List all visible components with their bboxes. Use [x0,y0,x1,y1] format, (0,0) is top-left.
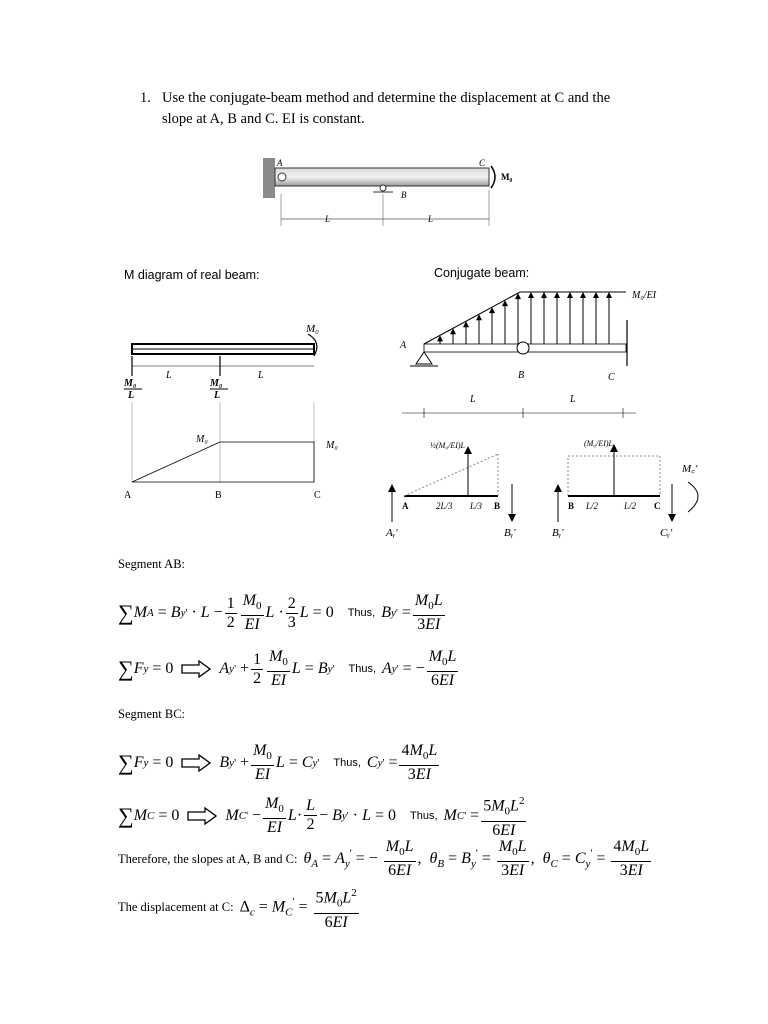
conjugate-figure [398,284,688,424]
fbd-bc-dist2: L/2 [624,501,637,511]
fbd-bc-Cy-head [668,514,676,522]
conjugate-hinge-B [517,342,529,354]
thus-1: Thus, [347,607,376,620]
conj-label-A: A [400,340,407,351]
m-label-B: B [215,490,222,501]
real-moment-label: M₀ [306,323,319,335]
beam-body [275,168,489,186]
segment-ab-heading: Segment AB: [118,557,186,571]
real-span-2: L [258,370,264,381]
beam-figure [255,150,525,230]
load-arrow-head [580,292,586,298]
displacement-text: The displacement at C: [118,900,234,915]
m-diagram-figure [118,318,353,508]
fbd-bc-Mc: M꜀' [682,463,698,475]
problem-text [162,88,682,130]
label-C: C [479,158,486,168]
load-arrow-head [541,292,547,298]
fbd-ab-dist2: L/3 [470,501,483,511]
thus-2: Thus, [348,663,377,676]
m-label-C: C [314,490,321,501]
span-1: L [325,214,331,224]
load-arrow-head [567,292,573,298]
fbd-ab-label-B: B [494,501,501,511]
fbd-ab-By: Bᵧ' [504,527,516,539]
fbd-bc-label-C: C [654,501,661,511]
fixed-support [263,158,275,198]
thus-4: Thus, [410,809,438,822]
load-arrow-head [554,292,560,298]
reaction-mid-num: M₀ [210,378,223,389]
peak-label: M₀ [196,434,208,445]
conjugate-title [434,266,529,280]
conj-span-1: L [470,394,476,405]
m-label-A: A [124,490,132,501]
conjugate-pin-A [416,352,432,364]
conjugate-title-text: Conjugate beam: [434,266,530,280]
problem-text-line2: slope at A, B and C. EI is constant. [162,111,365,127]
thus-3: Thus, [333,757,361,770]
moment-arrow [491,166,495,188]
fbd-bc-label-B: B [568,501,575,511]
fbd-ab-Ay-head [388,484,396,492]
implies-arrow-icon [181,660,211,678]
span-2: L [428,214,434,224]
reaction-mid-den: L [214,390,221,401]
conj-label-C: C [608,372,615,383]
roller-B [380,185,386,191]
moment-diagram [132,442,314,482]
fbd-bc-moment-arrow [688,482,698,512]
hinge-A [278,173,286,181]
fbd-ab-Ay: Aᵧ' [386,527,398,539]
equation-slopes: Therefore, the slopes at A, B and C: $\theta_A = A_y'$ = − $\frac{M_0L}{6EI}$ , $\theta_B = B_y'$ = $\frac{M_0L}{3EI}$ , $\theta_C = C_y'$ = $\frac{4M_0L}{3EI}$ [118,838,650,880]
implies-arrow-icon [187,807,217,825]
reaction-left-den: L [128,390,135,401]
implies-arrow-icon [181,754,211,772]
fbd-ab-resultant-head [464,446,472,454]
fbd-ab-By-head [508,514,516,522]
load-arrow-head [593,292,599,298]
conj-span-2: L [570,394,576,405]
label-M0: M₀ [501,172,513,182]
equation-force-BC: ∑ F y = 0 B y ' + $\frac{M_0}{EI}$ L = C y ' Thus, C y ' = $\frac{4M_0L}{3EI}$ [118,742,438,784]
problem-number: 1. [140,90,151,106]
fbd-ab-load-label: ½(M₀/EI)L [430,441,465,450]
fbd-ab-dist1: 2L/3 [436,501,453,511]
fbd-ab-label-A: A [402,501,409,511]
conj-label-B: B [518,370,525,381]
load-arrow-head [606,292,612,298]
problem-text-line1: Use the conjugate-beam method and determine the displacement at C and the [162,90,611,106]
load-arrow-head [528,292,534,298]
segment-bc-heading: Segment BC: [118,707,186,721]
fbd-ab [382,432,532,542]
equation-moment-C: ∑ M C = 0 M C ' − $\frac{M_0}{EI}$ L · $\frac{L}{2}$ − B y ' · L = 0 Thus, M C ' = $\frac{5M_0L^2}{6EI}$ [118,792,528,840]
conjugate-load-arrows [437,292,612,344]
fbd-bc-By: Bᵧ' [552,527,564,539]
equation-moment-A: ∑ M A = B y ' · L − $\frac{1}{2}$ $\frac{M_0}{EI}$ L · $\frac{2}{3}$ L = 0 Thus, B y ' = $\frac{M_0L}{3EI}$ [118,592,443,634]
m-diagram-title [124,268,259,282]
reaction-left-num: M₀ [124,378,137,389]
fbd-bc-By-head [554,484,562,492]
conjugate-load-label: M₀/EI [632,290,657,301]
end-label: M₀ [326,440,338,451]
therefore-text: Therefore, the slopes at A, B and C: [118,851,298,866]
fbd-bc-Cy: Cᵧ' [660,527,673,539]
fbd-bc [548,432,718,542]
label-B: B [401,190,407,200]
equation-force-AB: ∑ F y = 0 A y ' + $\frac{1}{2}$ $\frac{M_0}{EI}$ L = B y ' Thus, A y ' = − $\frac{M_0L}{6EI}$ [118,648,457,690]
fbd-bc-dist1: L/2 [586,501,599,511]
m-diagram-title-text: M diagram of real beam: [124,268,260,282]
real-span-1: L [166,370,172,381]
fbd-bc-load-label: (M₀/EI)L [584,439,613,448]
label-A: A [277,158,283,168]
equation-displacement: The displacement at C: $\Delta_c = M_C'$ = $\frac{5M_0L^2}{6EI}$ [118,884,361,932]
fbd-ab-triangle [404,454,498,496]
